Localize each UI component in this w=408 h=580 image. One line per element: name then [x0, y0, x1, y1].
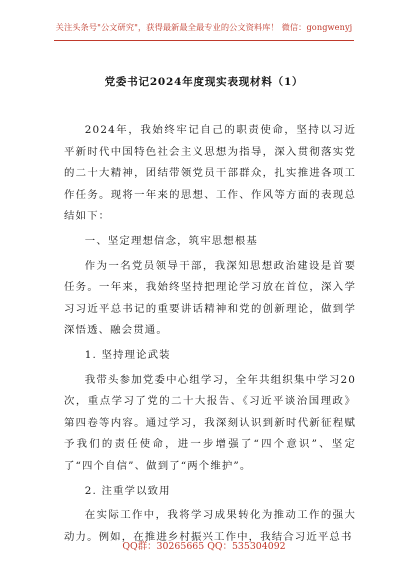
footer-contact: QQ群：30265665 QQ：535304092	[122, 541, 286, 552]
header-banner: 关注头条号"公文研究"，获得最新最全最专业的公文资料库！ 微信：gongwenyj	[55, 22, 353, 32]
section-heading-1: 一、坚定理想信念，筑牢思想根基	[84, 234, 258, 247]
document-title: 党委书记2024年度现实表现材料（1）	[104, 76, 304, 88]
document-body	[64, 120, 356, 551]
subsection-heading-2: 2. 注重学以致用	[84, 484, 171, 497]
subsection-heading-1: 1. 坚持理论武装	[84, 348, 171, 361]
intro-paragraph: 2024年，我始终牢记自己的职责使命，坚持以习近平新时代中国特色社会主义思想为指导，深入贯彻落实党的二十大精神，团结带领党员干部群众，扎实推进各项工作任务。现将一年来的思想、工作、作风等方面的表现总结如下：	[64, 124, 356, 223]
header-divider	[54, 40, 354, 41]
subsection-paragraph-1: 我带头参加党委中心组学习，全年共组织集中学习20次，重点学习了党的二十大报告、《习近平谈治国理政》第四卷等内容。通过学习，我深刻认识到新时代新征程赋予我们的责任使命，进一步增强了“四个意识”、坚定了“四个自信”、做到了“两个维护”。	[64, 373, 356, 472]
subsection-paragraph-2: 在实际工作中，我将学习成果转化为推动工作的强大动力。例如，在推进乡村振兴工作中，我结合习近平总书	[64, 509, 356, 543]
section-paragraph-1: 作为一名党员领导干部，我深知思想政治建设是首要任务。一年来，我始终坚持把理论学习放在首位，深入学习习近平总书记的重要讲话精神和党的创新理论，做到学深悟透、融会贯通。	[64, 259, 356, 337]
